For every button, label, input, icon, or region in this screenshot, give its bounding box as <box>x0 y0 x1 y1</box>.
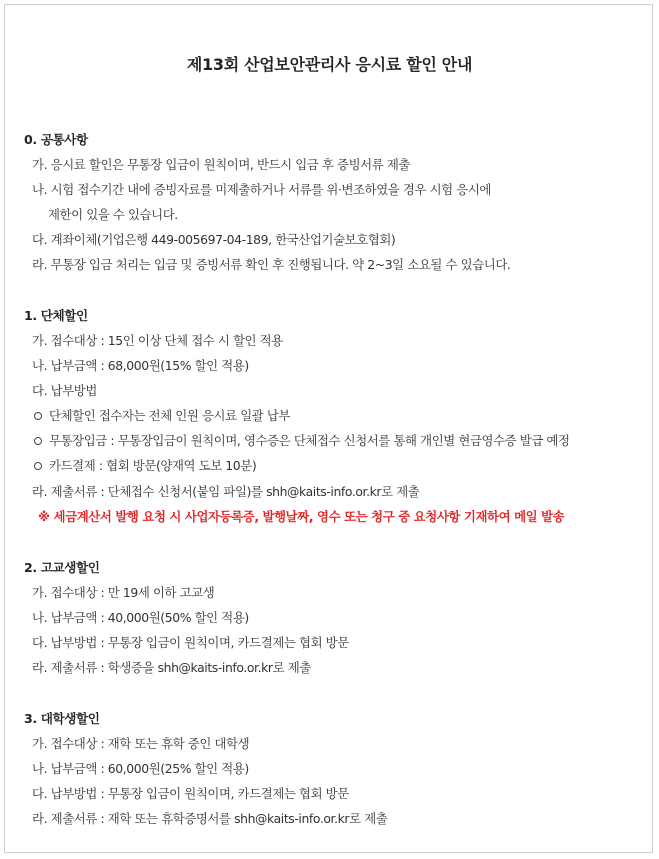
group-item-a: 가. 접수대상 : 15인 이상 단체 접수 시 할인 적용 <box>32 333 283 348</box>
document-frame <box>4 4 653 853</box>
common-item-c: 다. 계좌이체(기업은행 449-005697-04-189, 한국산업기술보호협회) <box>32 232 396 247</box>
circle-bullet-icon <box>34 437 42 445</box>
section-university-heading: 3. 대학생할인 <box>24 711 100 726</box>
common-item-b-line1: 나. 시험 접수기간 내에 증빙자료를 미제출하거나 서류를 위·변조하였을 경우 시험 응시에 <box>32 182 491 197</box>
common-item-a: 가. 응시료 할인은 무통장 입금이 원칙이며, 반드시 입금 후 증빙서류 제출 <box>32 157 410 172</box>
highschool-item-d: 라. 제출서류 : 학생증을 shh@kaits-info.or.kr로 제출 <box>32 660 311 675</box>
group-item-b: 나. 납부금액 : 68,000원(15% 할인 적용) <box>32 358 249 373</box>
group-sub-item-2-text: 무통장입금 : 무통장입금이 원칙이며, 영수증은 단체접수 신청서를 통해 개인별 현금영수증 발급 예정 <box>49 433 570 448</box>
section-common-heading: 0. 공통사항 <box>24 132 88 147</box>
university-item-d: 라. 제출서류 : 재학 또는 휴학증명서를 shh@kaits-info.or.kr로 제출 <box>32 811 388 826</box>
group-sub-item-3 <box>34 458 256 474</box>
university-item-a: 가. 접수대상 : 재학 또는 휴학 중인 대학생 <box>32 736 250 751</box>
page-title: 제13회 산업보안관리사 응시료 할인 안내 <box>186 55 473 74</box>
common-item-d: 라. 무통장 입금 처리는 입금 및 증빙서류 확인 후 진행됩니다. 약 2~3일 소요될 수 있습니다. <box>32 257 511 272</box>
university-item-b: 나. 납부금액 : 60,000원(25% 할인 적용) <box>32 761 249 776</box>
section-group-heading: 1. 단체할인 <box>24 308 88 323</box>
highschool-item-a: 가. 접수대상 : 만 19세 이하 고교생 <box>32 585 215 600</box>
group-sub-item-1 <box>34 408 290 424</box>
group-sub-item-2 <box>34 433 570 449</box>
university-item-c: 다. 납부방법 : 무통장 입금이 원칙이며, 카드결제는 협회 방문 <box>32 786 349 801</box>
group-sub-item-3-text: 카드결제 : 협회 방문(양재역 도보 10분) <box>49 458 257 473</box>
circle-bullet-icon <box>34 412 42 420</box>
group-sub-item-1-text: 단체할인 접수자는 전체 인원 응시료 일괄 납부 <box>49 408 291 423</box>
highschool-item-b: 나. 납부금액 : 40,000원(50% 할인 적용) <box>32 610 249 625</box>
common-item-b-line2: 제한이 있을 수 있습니다. <box>48 207 178 222</box>
tax-invoice-notice: ※ 세금계산서 발행 요청 시 사업자등록증, 발행날짜, 영수 또는 청구 중 요청사항 기재하여 메일 발송 <box>38 509 565 524</box>
group-item-c: 다. 납부방법 <box>32 383 97 398</box>
circle-bullet-icon <box>34 462 42 470</box>
section-highschool-heading: 2. 고교생할인 <box>24 560 100 575</box>
highschool-item-c: 다. 납부방법 : 무통장 입금이 원칙이며, 카드결제는 협회 방문 <box>32 635 349 650</box>
group-item-d: 라. 제출서류 : 단체접수 신청서(붙임 파일)를 shh@kaits-info.or.kr로 제출 <box>32 484 420 499</box>
